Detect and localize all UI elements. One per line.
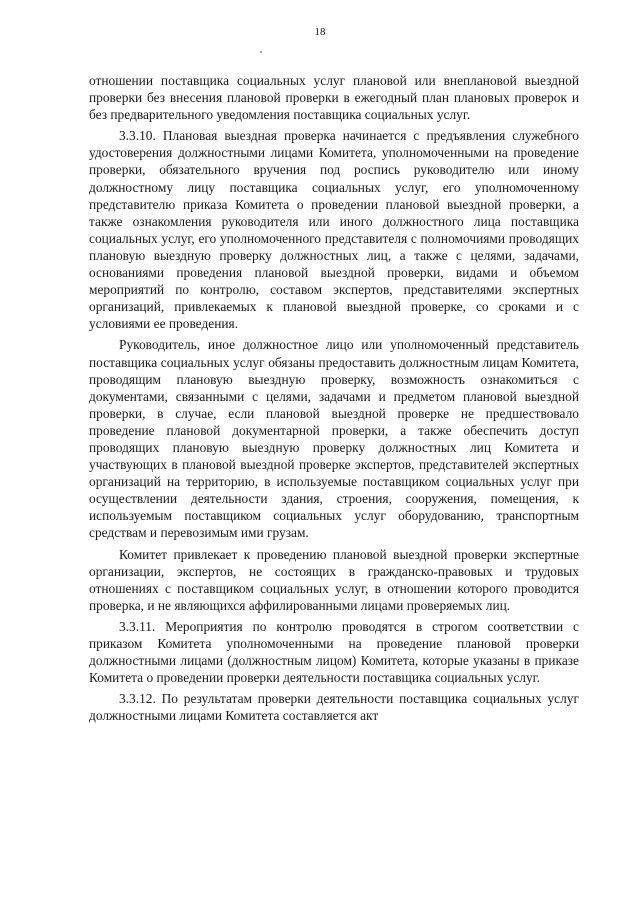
paragraph-head-obligations: Руководитель, иное должностное лицо или уполномоченный представитель поставщика социальных услуг обязаны предоставить должностным лицам Комитета, проводящим плановую выездную проверку, возможность ознакомиться с документами, связанными с целями, задачами и предметом плановой выездной проверки, в случае, если плановой выездной проверке не предшествовало проведение плановой документарной проверки, а также обеспечить доступ проводящих плановую выездную проверку должностных лиц Комитета и участвующих в плановой выездной проверке экспертов, представителей экспертных организаций на территорию, в используемые поставщиком социальных услуг при осуществлении деятельности здания, строения, сооружения, помещения, к используемым поставщиком социальных услуг оборудованию, транспортным средствам и перевозимым ими грузам. xyxy=(89,337,579,541)
scan-speck xyxy=(260,51,262,53)
paragraph-3-3-12: 3.3.12. По результатам проверки деятельности поставщика социальных услуг должностными лицами Комитета составляется акт xyxy=(89,691,579,724)
page-number: 18 xyxy=(314,26,326,38)
paragraph-3-3-10: 3.3.10. Плановая выездная проверка начинается с предъявления служебного удостоверения должностными лицами Комитета, уполномоченными на проведение проверки, обязательного вручения под роспись руководителю или иному должностному лицу поставщика социальных услуг, его уполномоченному представителю приказа Комитета о проведении плановой выездной проверки, а также ознакомления руководителя или иного должностного лица поставщика социальных услуг, его уполномоченного представителя с полномочиями проводящих плановую выездную проверку должностных лиц, а также с целями, задачами, основаниями проведения плановой выездной проверки, видами и объемом мероприятий по контролю, составом экспертов, представителями экспертных организаций, привлекаемых к плановой выездной проверке, со сроками и с условиями ее проведения. xyxy=(89,128,579,332)
paragraph-experts: Комитет привлекает к проведению плановой выездной проверки экспертные организации, экспертов, не состоящих в гражданско-правовых и трудовых отношениях с поставщиком социальных услуг, в отношении которого проводится проверка, и не являющихся аффилированными лицами проверяемых лиц. xyxy=(89,546,579,613)
paragraph-3-3-11: 3.3.11. Мероприятия по контролю проводятся в строгом соответствии с приказом Комитета уполномоченными на проведение плановой проверки должностными лицами (должностным лицом) Комитета, которые указаны в приказе Комитета о проведении проверки деятельности поставщика социальных услуг. xyxy=(89,618,579,686)
document-body xyxy=(89,72,579,728)
paragraph-continuation: отношении поставщика социальных услуг плановой или внеплановой выездной проверки без внесения плановой проверки в ежегодный план плановых проверок и без предварительного уведомления поставщика социальных услуг. xyxy=(89,73,579,123)
